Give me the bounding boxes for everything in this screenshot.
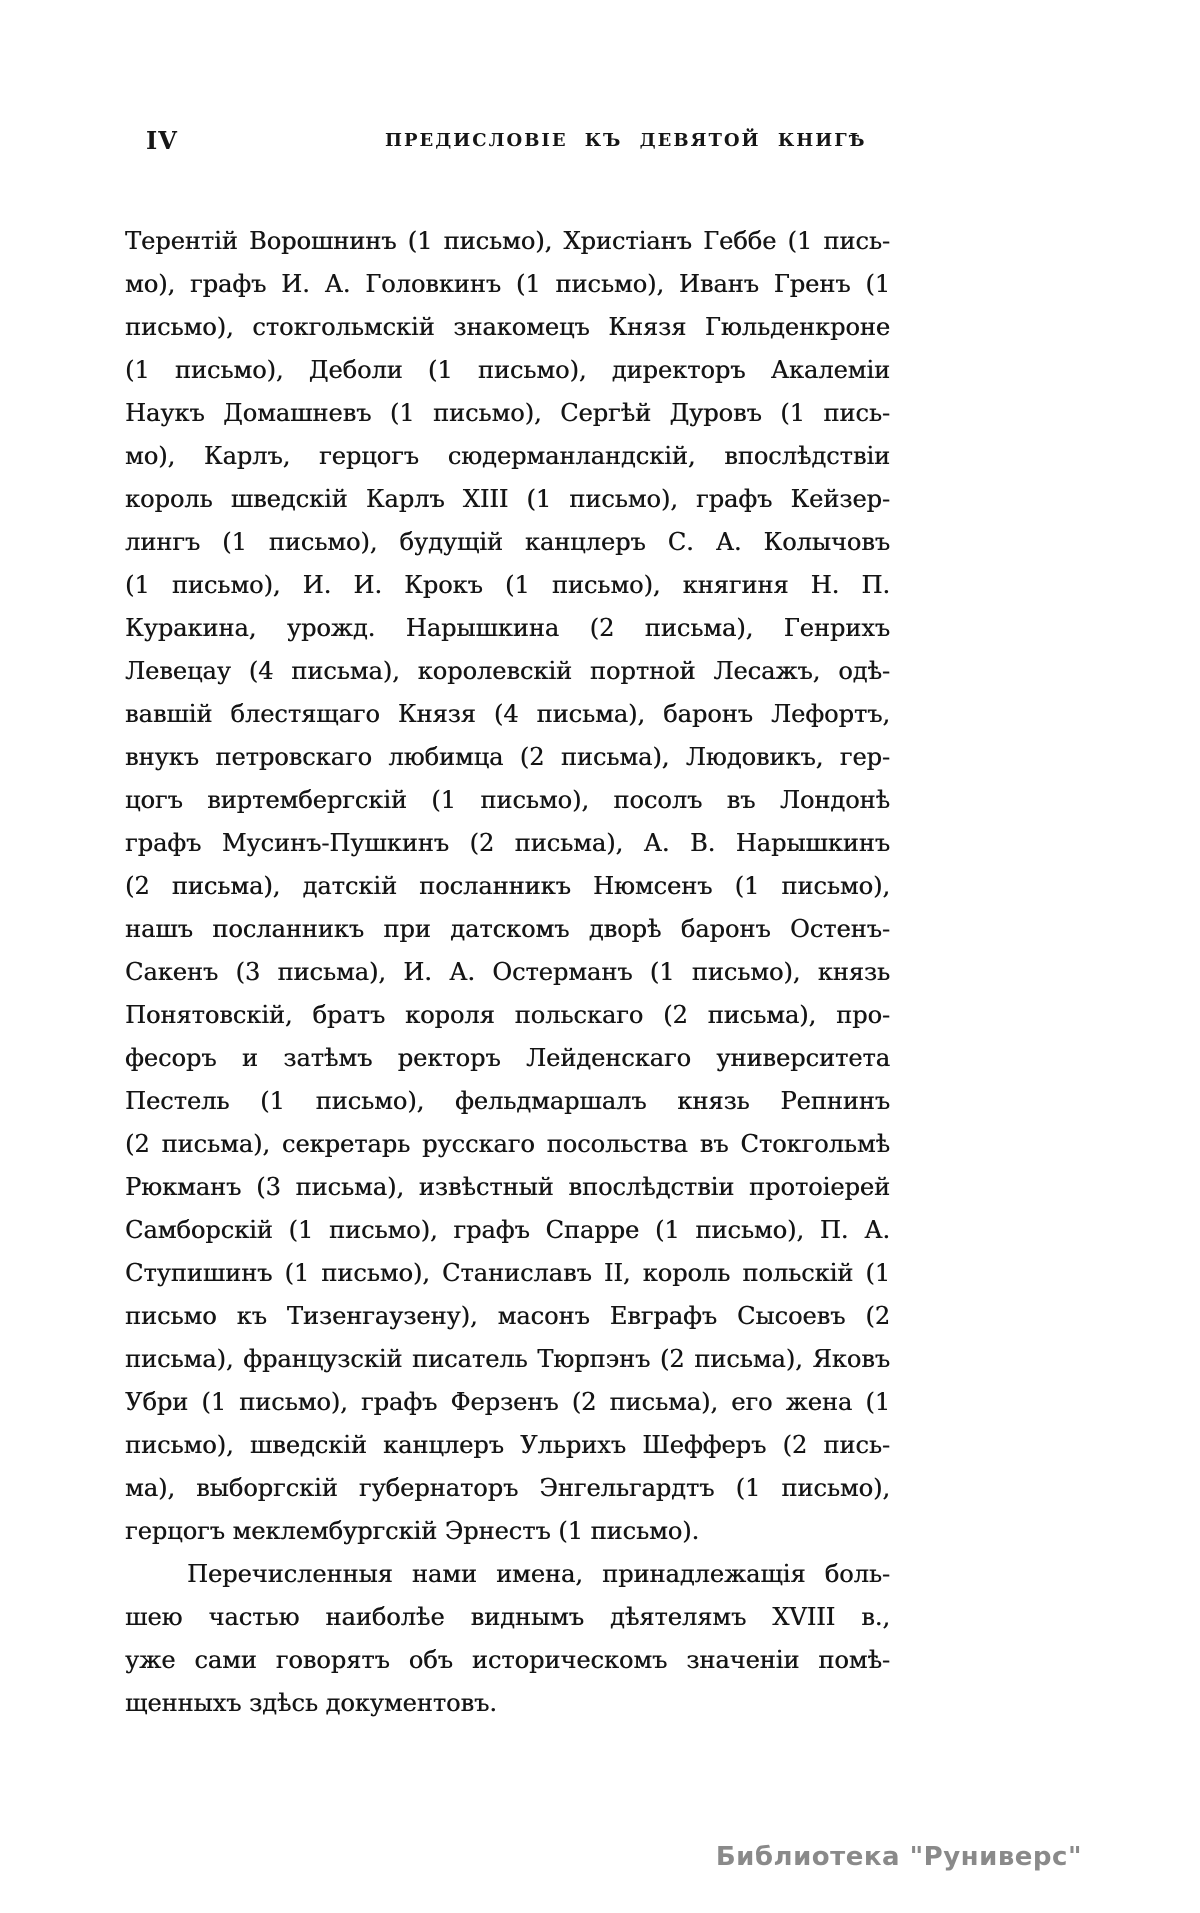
text-line: Наукъ Домашневъ (1 письмо), Сергѣй Дуровъ (1 пись- bbox=[125, 399, 890, 427]
text-line: (2 письма), секретарь русскаго посольства въ Стокгольмѣ bbox=[125, 1130, 890, 1158]
text-line: уже сами говорятъ объ историческомъ значеніи помѣ- bbox=[125, 1646, 890, 1674]
text-line: письма), французскій писатель Тюрпэнъ (2 письма), Яковъ bbox=[125, 1345, 890, 1373]
running-header-title: ПРЕДИСЛОВІЕ КЪ ДЕВЯТОЙ КНИГѢ bbox=[385, 130, 867, 151]
library-watermark: Библиотека "Руниверс" bbox=[715, 1842, 1082, 1872]
text-line: мо), графъ И. А. Головкинъ (1 письмо), Иванъ Гренъ (1 bbox=[125, 270, 890, 298]
text-line: (2 письма), датскій посланникъ Нюмсенъ (1 письмо), bbox=[125, 872, 890, 900]
text-line: Самборскій (1 письмо), графъ Спарре (1 письмо), П. А. bbox=[125, 1216, 890, 1244]
text-line: герцогъ меклембургскій Эрнестъ (1 письмо). bbox=[125, 1517, 700, 1545]
text-line: письмо), стокгольмскій знакомецъ Князя Гюльденкроне bbox=[125, 313, 890, 341]
text-line: Ступишинъ (1 письмо), Станиславъ II, король польскій (1 bbox=[125, 1259, 890, 1287]
text-line: ма), выборгскій губернаторъ Энгельгардтъ (1 письмо), bbox=[125, 1474, 890, 1502]
text-line: (1 письмо), И. И. Крокъ (1 письмо), княгиня Н. П. bbox=[125, 571, 890, 599]
text-line: Рюкманъ (3 письма), извѣстный впослѣдствіи протоіерей bbox=[125, 1173, 890, 1201]
text-line: Терентій Ворошнинъ (1 письмо), Христіанъ Геббе (1 пись- bbox=[125, 227, 890, 255]
text-line: внукъ петровскаго любимца (2 письма), Людовикъ, гер- bbox=[125, 743, 890, 771]
text-line: Куракина, урожд. Нарышкина (2 письма), Генрихъ bbox=[125, 614, 890, 642]
page-number: IV bbox=[146, 126, 178, 155]
text-line: вавшій блестящаго Князя (4 письма), баронъ Лефортъ, bbox=[125, 700, 890, 728]
text-line: Убри (1 письмо), графъ Ферзенъ (2 письма), его жена (1 bbox=[125, 1388, 890, 1416]
text-line: Перечисленныя нами имена, принадлежащія боль- bbox=[187, 1560, 890, 1588]
text-line: мо), Карлъ, герцогъ сюдерманландскій, впослѣдствіи bbox=[125, 442, 890, 470]
text-line: король шведскій Карлъ XIII (1 письмо), графъ Кейзер- bbox=[125, 485, 890, 513]
text-line: графъ Мусинъ-Пушкинъ (2 письма), А. В. Нарышкинъ bbox=[125, 829, 890, 857]
text-line: Левецау (4 письма), королевскій портной Лесажъ, одѣ- bbox=[125, 657, 890, 685]
text-line: Пестель (1 письмо), фельдмаршалъ князь Репнинъ bbox=[125, 1087, 890, 1115]
text-line: цогъ виртембергскій (1 письмо), посолъ въ Лондонѣ bbox=[125, 786, 890, 814]
text-line: нашъ посланникъ при датскомъ дворѣ баронъ Остенъ- bbox=[125, 915, 890, 943]
text-line: шею частью наиболѣе виднымъ дѣятелямъ XVIII в., bbox=[125, 1603, 890, 1631]
text-line: письмо къ Тизенгаузену), масонъ Евграфъ Сысоевъ (2 bbox=[125, 1302, 890, 1330]
body-text bbox=[125, 220, 890, 1725]
text-line: фесоръ и затѣмъ ректоръ Лейденскаго университета bbox=[125, 1044, 890, 1072]
text-line: (1 письмо), Деболи (1 письмо), директоръ Акалеміи bbox=[125, 356, 890, 384]
text-line: Сакенъ (3 письма), И. А. Остерманъ (1 письмо), князь bbox=[125, 958, 890, 986]
text-line: Понятовскій, братъ короля польскаго (2 письма), про- bbox=[125, 1001, 890, 1029]
text-line: щенныхъ здѣсь документовъ. bbox=[125, 1689, 497, 1717]
text-line: лингъ (1 письмо), будущій канцлеръ С. А. Колычовъ bbox=[125, 528, 890, 556]
text-line: письмо), шведскій канцлеръ Ульрихъ Шефферъ (2 пись- bbox=[125, 1431, 890, 1459]
